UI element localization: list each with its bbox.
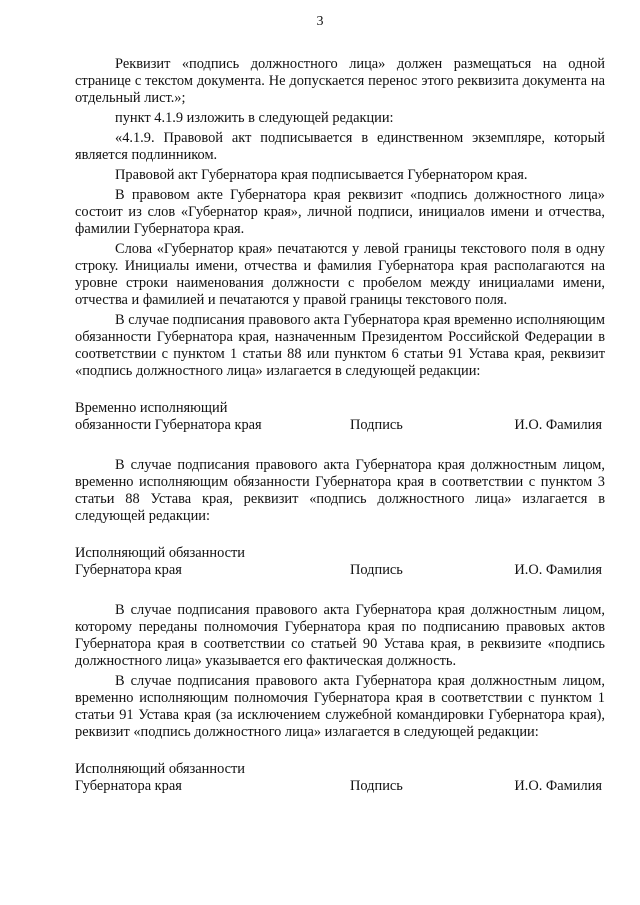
paragraph: В правовом акте Губернатора края реквизит «подпись должностного лица» состоит из слов «Губернатор края», личной подписи, инициалов имени и отчества, фамилии Губернатора края. xyxy=(75,187,605,237)
signature-title-line2: Губернатора края xyxy=(75,778,182,794)
paragraph: В случае подписания правового акта Губернатора края временно исполняющим обязанности Губернатора края, назначенным Президентом Российской Федерации в соответствии с пунктом 1 статьи 88 или пунктом 6 статьи 91 Устава края, реквизит «подпись должностного лица» излагается в следующей редакции: xyxy=(75,312,605,379)
document-body xyxy=(75,56,605,818)
signature-title-line1: Временно исполняющий xyxy=(75,400,228,416)
signature-title-line2: обязанности Губернатора края xyxy=(75,417,262,433)
paragraph: Правовой акт Губернатора края подписывается Губернатором края. xyxy=(115,167,528,183)
paragraph: В случае подписания правового акта Губернатора края должностным лицом, которому переданы полномочия Губернатора края по подписанию правовых актов Губернатора края в соответствии со статьей 90 Устава края, в реквизите «подпись должностного лица» указывается его фактическая должность. xyxy=(75,602,605,669)
signature-title-line1: Исполняющий обязанности xyxy=(75,761,246,777)
signature-placeholder: Подпись xyxy=(350,562,403,578)
signature-name: И.О. Фамилия xyxy=(514,417,602,433)
paragraph: Слова «Губернатор края» печатаются у левой границы текстового поля в одну строку. Инициалы имени, отчества и фамилия Губернатора края располагаются на уровне строки наименования должности с пробелом между инициалами имени, отчества и фамилией и печатаются у правой границы текстового поля. xyxy=(75,241,605,308)
page-number: 3 xyxy=(316,14,324,29)
signature-block xyxy=(75,400,605,434)
signature-block xyxy=(75,761,605,795)
signature-title-line2: Губернатора края xyxy=(75,562,182,578)
signature-placeholder: Подпись xyxy=(350,417,403,433)
signature-name: И.О. Фамилия xyxy=(514,562,602,578)
signature-title-line1: Исполняющий обязанности xyxy=(75,545,246,561)
signature-block xyxy=(75,545,605,579)
paragraph: В случае подписания правового акта Губернатора края должностным лицом, временно исполняющим обязанности Губернатора края в соответствии с пунктом 3 статьи 88 Устава края, реквизит «подпись должностного лица» излагается в следующей редакции: xyxy=(75,457,605,524)
paragraph: Реквизит «подпись должностного лица» должен размещаться на одной странице с текстом документа. Не допускается перенос этого реквизита документа на отдельный лист.»; xyxy=(75,56,605,106)
paragraph: В случае подписания правового акта Губернатора края должностным лицом, временно исполняющим полномочия Губернатора края в соответствии с пунктом 1 статьи 91 Устава края (за исключением служебной командировки Губернатора края), реквизит «подпись должностного лица» излагается в следующей редакции: xyxy=(75,673,605,740)
signature-name: И.О. Фамилия xyxy=(514,778,602,794)
paragraph: пункт 4.1.9 изложить в следующей редакции: xyxy=(115,110,394,126)
signature-placeholder: Подпись xyxy=(350,778,403,794)
paragraph: «4.1.9. Правовой акт подписывается в единственном экземпляре, который является подлинником. xyxy=(75,130,605,163)
